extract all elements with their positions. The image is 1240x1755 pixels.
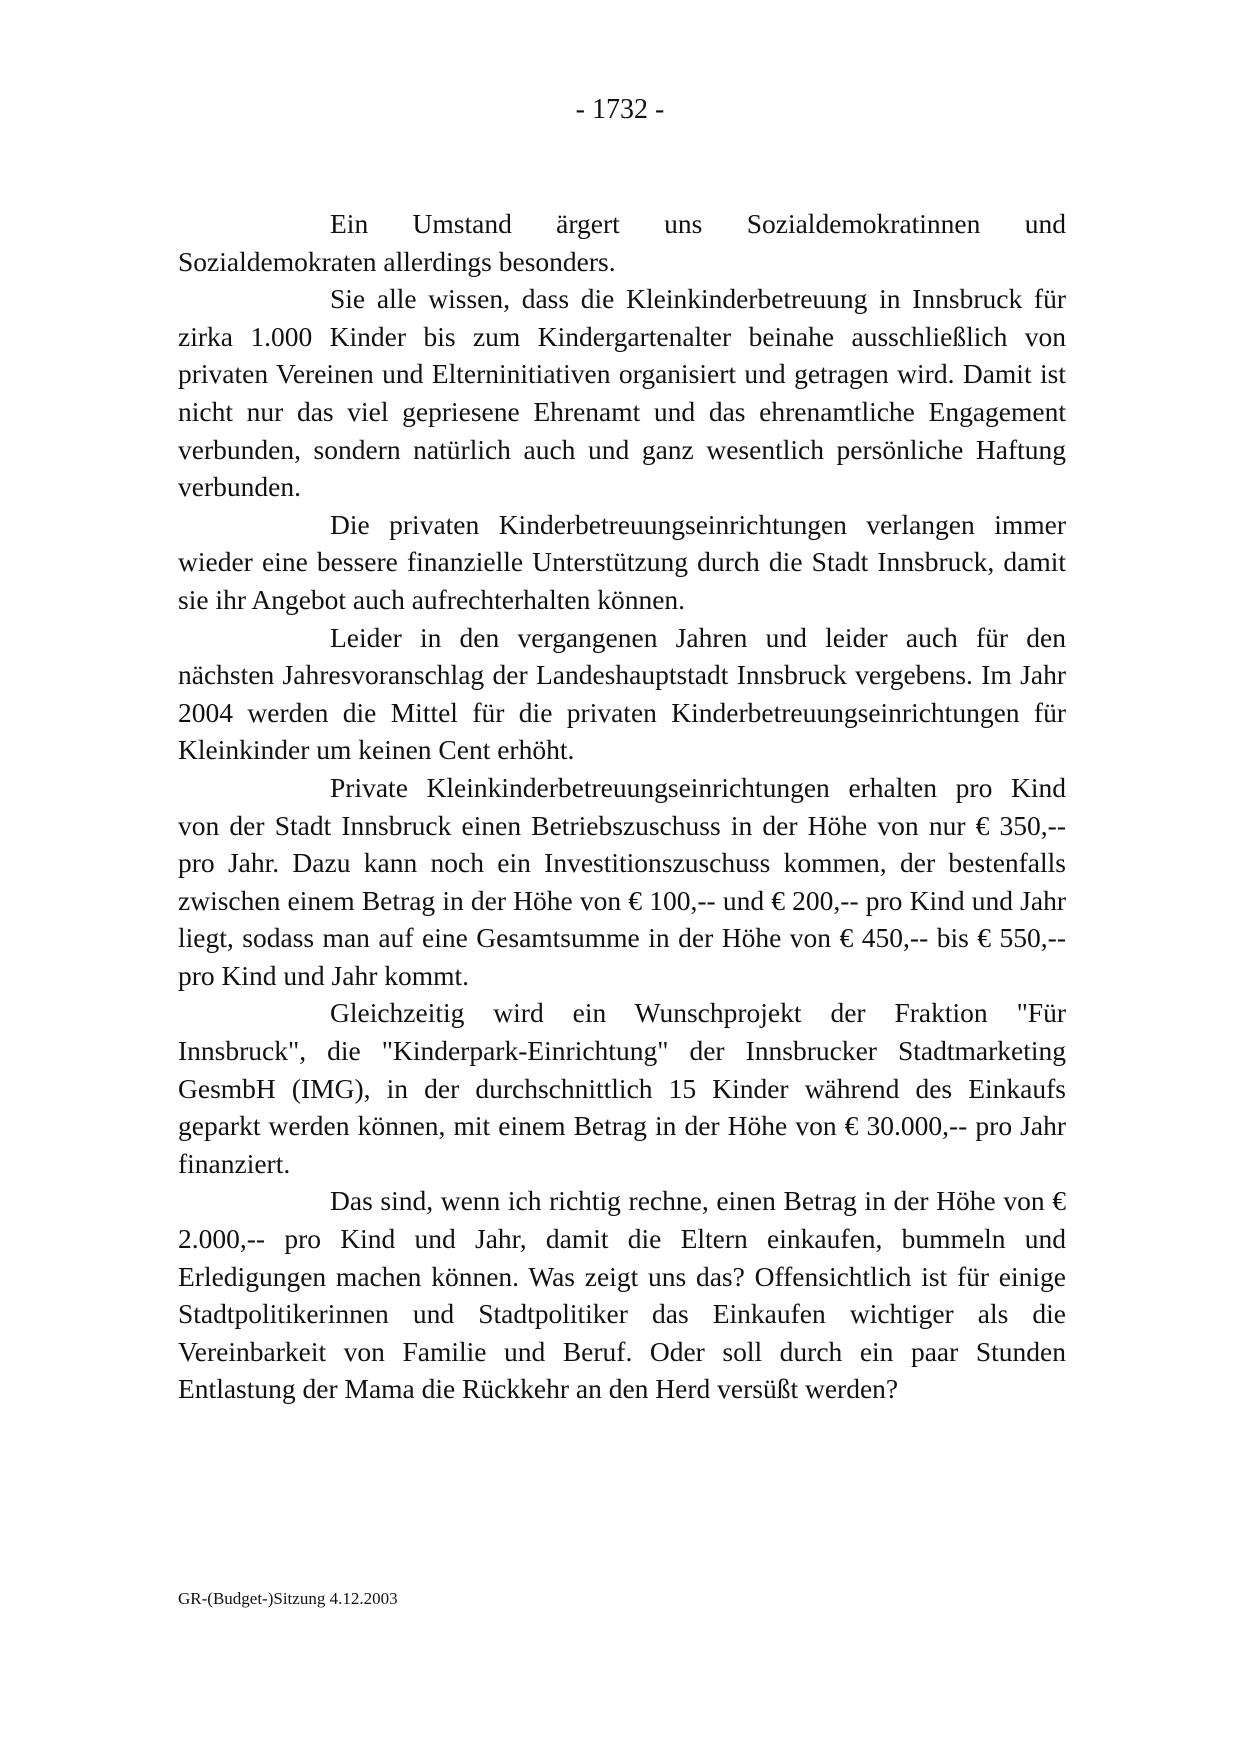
body-text: [178, 205, 1066, 1408]
paragraph: Private Kleinkinderbetreuungseinrichtungen erhalten pro Kind von der Stadt Innsbruck einen Betriebszuschuss in der Höhe von nur € 350,-- pro Jahr. Dazu kann noch ein Investitionszuschuss kommen, der bestenfalls zwischen einem Betrag in der Höhe von € 100,-- und € 200,-- pro Kind und Jahr liegt, sodass man auf eine Gesamtsumme in der Höhe von € 450,-- bis € 550,-- pro Kind und Jahr kommt.: [178, 771, 1066, 991]
paragraph: Die privaten Kinderbetreuungseinrichtungen verlangen immer wieder eine bessere finanzielle Unterstützung durch die Stadt Innsbruck, damit sie ihr Angebot auch aufrechterhalten können.: [178, 508, 1066, 615]
footer-session-label: GR-(Budget-)Sitzung 4.12.2003: [178, 1589, 398, 1608]
paragraph: Leider in den vergangenen Jahren und leider auch für den nächsten Jahresvoranschlag der Landeshauptstadt Innsbruck vergebens. Im Jahr 2004 werden die Mittel für die privaten Kinderbetreuungseinrichtungen für Kleinkinder um keinen Cent erhöht.: [178, 621, 1066, 766]
paragraph: Das sind, wenn ich richtig rechne, einen Betrag in der Höhe von € 2.000,-- pro Kind und Jahr, damit die Eltern einkaufen, bummeln und Erledigungen machen können. Was zeigt uns das? Offensichtlich ist für einige Stadtpolitikerinnen und Stadtpolitiker das Einkaufen wichtiger als die Vereinbarkeit von Familie und Beruf. Oder soll durch ein paar Stunden Entlastung der Mama die Rückkehr an den Herd versüßt werden?: [178, 1185, 1066, 1405]
paragraph: Sie alle wissen, dass die Kleinkinderbetreuung in Innsbruck für zirka 1.000 Kinder bis zum Kindergartenalter beinahe ausschließlich von privaten Vereinen und Elterninitiativen organisiert und getragen wird. Damit ist nicht nur das viel gepriesene Ehrenamt und das ehrenamtliche Engagement verbunden, sondern natürlich auch und ganz wesentlich persönliche Haftung verbunden.: [178, 283, 1066, 503]
paragraph: Gleichzeitig wird ein Wunschprojekt der Fraktion "Für Innsbruck", die "Kinderpark-Einrichtung" der Innsbrucker Stadtmarketing GesmbH (IMG), in der durchschnittlich 15 Kinder während des Einkaufs geparkt werden können, mit einem Betrag in der Höhe von € 30.000,-- pro Jahr finanziert.: [178, 997, 1066, 1179]
paragraph: Ein Umstand ärgert uns Sozialdemokratinnen und Sozialdemokraten allerdings besonders.: [178, 208, 1066, 277]
page-number: - 1732 -: [575, 94, 665, 125]
